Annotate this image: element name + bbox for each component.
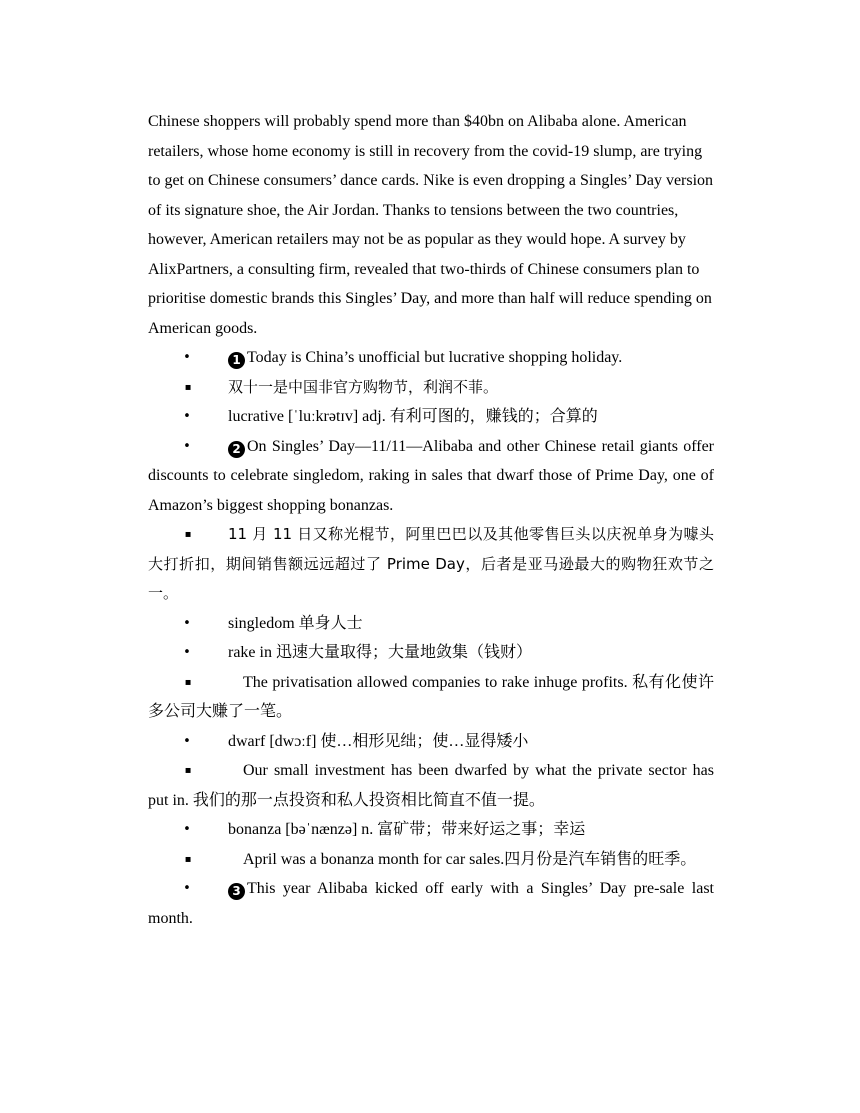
bullet-dot-icon: • <box>183 733 191 749</box>
item-text: On Singles’ Day—11/11—Alibaba and other Chinese retail giants offer discounts to celebrate singledom, raking in sales that dwarf those of Prime Day, one of Amazon’s biggest shopping bonanzas. <box>148 437 714 514</box>
bullet-square-icon: ▪ <box>184 765 192 776</box>
item-text: The privatisation allowed companies to rake inhuge profits. 私有化使许多公司大赚了一笔。 <box>148 673 714 720</box>
bullet-square-icon: ▪ <box>184 853 192 865</box>
item-text: This year Alibaba kicked off early with a Singles’ Day pre-sale last month. <box>148 880 714 927</box>
bullet-square-icon: ▪ <box>184 529 192 540</box>
item-text: 双十一是中国非官方购物节，利润不菲。 <box>228 377 499 396</box>
list-item <box>148 373 714 403</box>
list-item <box>148 815 714 845</box>
list-item <box>148 845 714 875</box>
bullet-dot-icon: • <box>183 615 191 631</box>
item-text: rake in 迅速大量取得；大量地敛集（钱财） <box>228 644 532 661</box>
bullet-dot-icon: • <box>183 645 191 660</box>
bullet-dot-icon: • <box>183 409 191 424</box>
item-text: 11 月 11 日又称光棍节，阿里巴巴以及其他零售巨头以庆祝单身为噱头大打折扣，期间销售额远远超过了 Prime Day，后者是亚马逊最大的购物狂欢节之一。 <box>148 525 714 602</box>
bullet-dot-icon: • <box>183 881 191 896</box>
item-text: singledom 单身人士 <box>228 614 363 632</box>
bullet-dot-icon: • <box>183 822 191 837</box>
list-item <box>148 520 714 609</box>
circled-number-icon: 1 <box>228 352 245 369</box>
bullet-square-icon: ▪ <box>184 676 192 688</box>
list-item <box>148 638 714 668</box>
item-text: Our small investment has been dwarfed by what the private sector has put in. 我们的那一点投资和私人投资相比简直不值一提。 <box>148 762 714 809</box>
document-page <box>148 107 714 933</box>
list-item <box>148 756 714 815</box>
item-text: bonanza [bəˈnænzə] n. 富矿带；带来好运之事；幸运 <box>228 821 586 838</box>
list-item <box>148 343 714 373</box>
list-item <box>148 727 714 757</box>
circled-number-icon: 3 <box>228 883 245 900</box>
item-text: lucrative [ˈluːkrətɪv] adj. 有利可图的，赚钱的；合算的 <box>228 408 598 425</box>
bullet-dot-icon: • <box>183 438 191 454</box>
list-item <box>148 668 714 727</box>
bullet-dot-icon: • <box>183 350 191 365</box>
list-item <box>148 609 714 639</box>
list-item <box>148 402 714 432</box>
item-text: Today is China’s unofficial but lucrative shopping holiday. <box>247 349 623 366</box>
item-text: April was a bonanza month for car sales.四月份是汽车销售的旺季。 <box>243 850 697 868</box>
intro-paragraph: Chinese shoppers will probably spend more than $40bn on Alibaba alone. American retailers, whose home economy is still in recovery from the covid-19 slump, are trying to get on Chinese consumers’ dance cards. Nike is even dropping a Singles’ Day version of its signature shoe, the Air Jordan. Thanks to tensions between the two countries, however, American retailers may not be as popular as they would hope. A survey by AlixPartners, a consulting firm, revealed that two-thirds of Chinese consumers plan to prioritise domestic brands this Singles’ Day, and more than half will reduce spending on American goods. <box>148 113 714 337</box>
list-item <box>148 874 714 933</box>
list-item <box>148 432 714 521</box>
circled-number-icon: 2 <box>228 441 245 458</box>
bullet-square-icon: ▪ <box>184 381 192 393</box>
item-text: dwarf [dwɔːf] 使…相形见绌；使…显得矮小 <box>228 732 529 750</box>
